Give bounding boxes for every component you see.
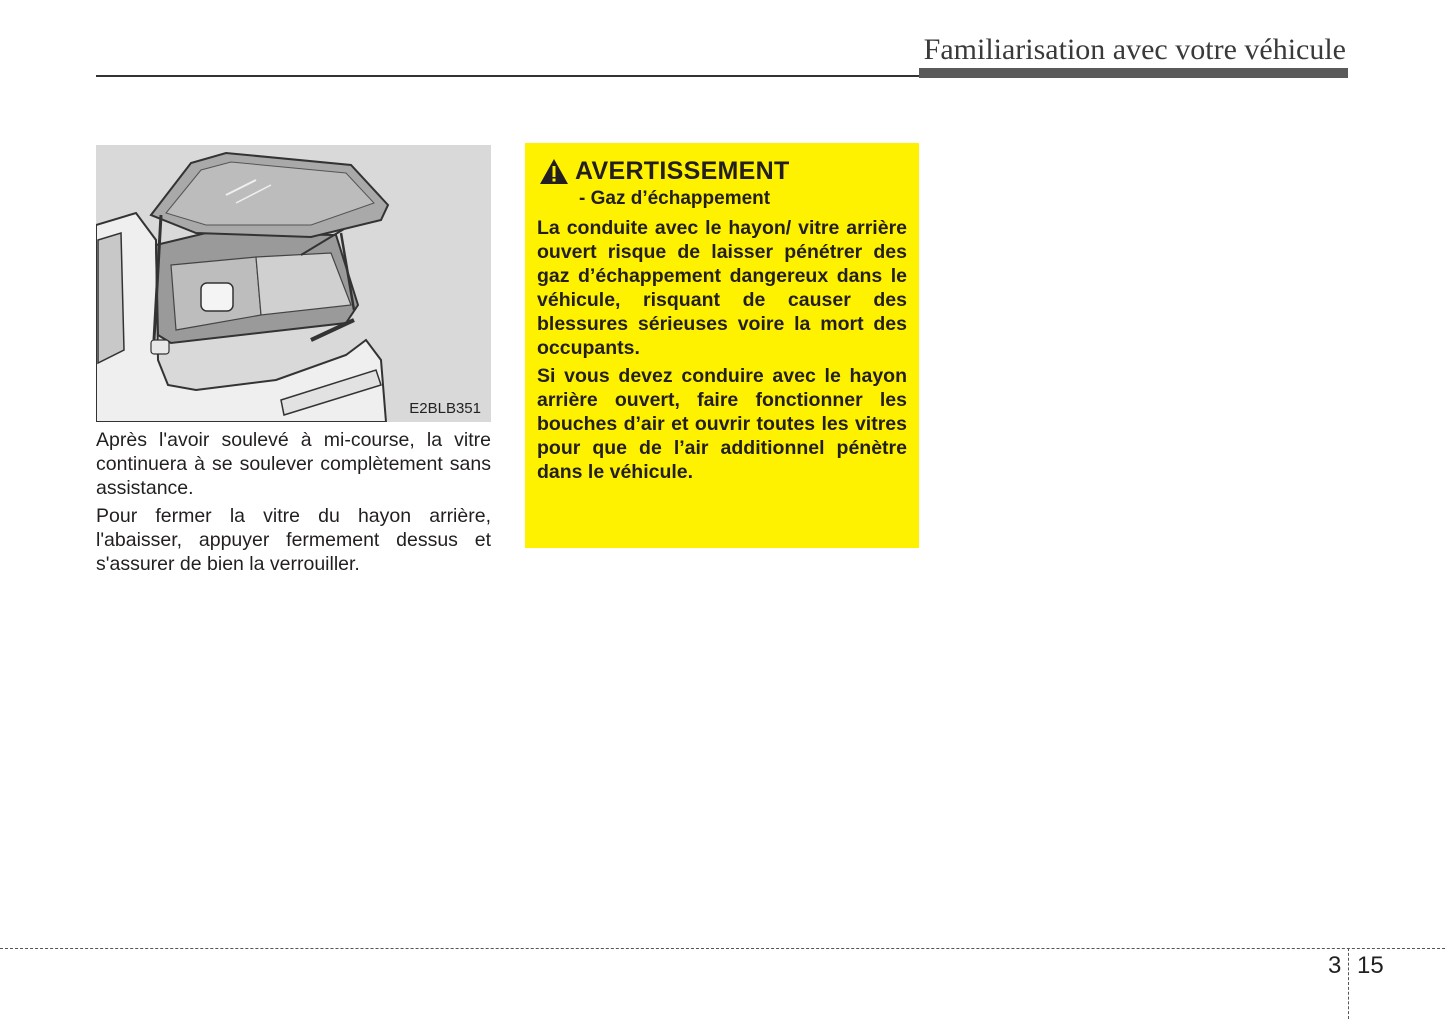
header-rule bbox=[96, 75, 920, 77]
page-number: 15 bbox=[1357, 952, 1384, 979]
tailgate-illustration bbox=[96, 145, 491, 422]
warning-triangle-icon bbox=[539, 158, 569, 185]
warning-subtitle: - Gaz d’échappement bbox=[579, 188, 771, 209]
figure-code: E2BLB351 bbox=[409, 400, 481, 417]
body-paragraph: Pour fermer la vitre du hayon arrière, l'abaisser, appuyer fermement dessus et s'assurer de bien la verrouiller. bbox=[96, 505, 491, 575]
footer-dashed-divider bbox=[1348, 948, 1349, 1019]
warning-paragraph: Si vous devez conduire avec le hayon arrière ouvert, faire fonctionner les bouches d’air et ouvrir toutes les vitres pour que de l’air additionnel pénètre dans le véhicule. bbox=[537, 365, 907, 483]
warning-box bbox=[525, 143, 919, 548]
tailgate-drawing bbox=[96, 145, 491, 422]
warning-body bbox=[537, 216, 907, 488]
warning-heading bbox=[539, 157, 790, 186]
warning-title: AVERTISSEMENT bbox=[575, 157, 790, 185]
warning-paragraph: La conduite avec le hayon/ vitre arrière ouvert risque de laisser pénétrer des gaz d’échappement dangereux dans le véhicule, risquant de causer des blessures sérieuses voire la mort des occupants. bbox=[537, 217, 907, 359]
footer-dashed-rule bbox=[0, 948, 1445, 949]
header-bar bbox=[919, 68, 1348, 78]
chapter-number: 3 bbox=[1328, 952, 1342, 979]
page-header-title: Familiarisation avec votre véhicule bbox=[923, 33, 1346, 66]
body-paragraph: Après l'avoir soulevé à mi-course, la vitre continuera à se soulever complètement sans assistance. bbox=[96, 429, 491, 499]
body-text bbox=[96, 428, 491, 580]
